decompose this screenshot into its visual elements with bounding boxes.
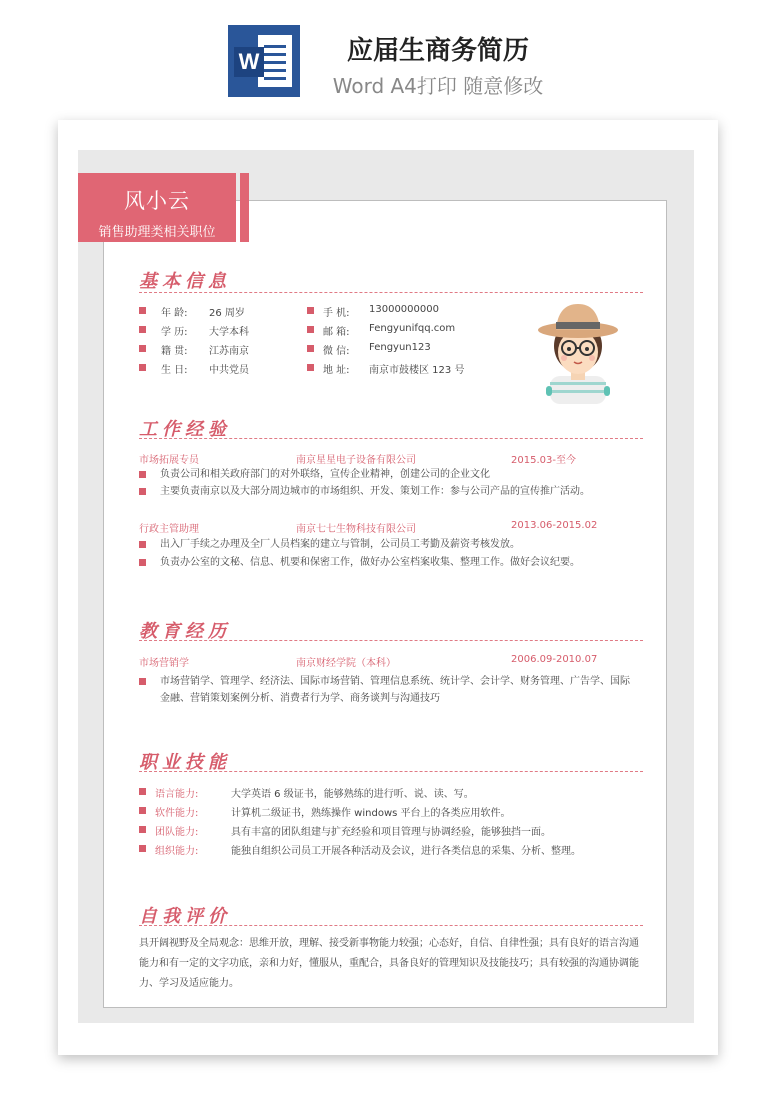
section-divider: [139, 292, 643, 293]
bullet-square: [139, 345, 146, 352]
section-title-basic: 基本信息: [139, 271, 231, 292]
job-company: 南京七七生物科技有限公司: [296, 524, 416, 535]
name-tag-accent: [240, 173, 249, 242]
bullet-square: [139, 845, 146, 852]
job-duty: 出入厂手续之办理及全厂人员档案的建立与管制，公司员工考勤及薪资考核发放。: [139, 536, 639, 553]
job-period: 2015.03-至今: [511, 455, 576, 466]
skill-software: 软件能力: 计算机二级证书，熟练操作 windows 平台上的各类应用软件。: [139, 804, 639, 818]
bullet-square: [139, 807, 146, 814]
bullet-square: [139, 788, 146, 795]
job-title: 行政主管助理: [139, 524, 199, 535]
edu-school: 南京财经学院（本科）: [296, 658, 396, 669]
section-divider: [139, 771, 643, 772]
section-title-skills: 职业技能: [139, 752, 231, 773]
bullet-square: [307, 364, 314, 371]
bullet-square: [139, 826, 146, 833]
candidate-name: 风小云: [124, 189, 190, 213]
bullet-square: [139, 678, 146, 685]
skill-language: 语言能力: 大学英语 6 级证书，能够熟练的进行听、说、读、写。: [139, 785, 639, 799]
info-address: 地 址: 南京市鼓楼区 123 号: [307, 361, 507, 375]
info-age: 年 龄: 26 周岁: [139, 304, 299, 318]
bullet-square: [139, 307, 146, 314]
skill-organization: 组织能力: 能独自组织公司员工开展各种活动及会议，进行各类信息的采集、分析、整理。: [139, 842, 639, 856]
word-logo-icon: [228, 25, 300, 97]
section-divider: [139, 925, 643, 926]
section-title-education: 教育经历: [139, 621, 231, 642]
bullet-square: [139, 364, 146, 371]
edu-period: 2006.09-2010.07: [511, 654, 598, 665]
section-divider: [139, 640, 643, 641]
job-company: 南京星星电子设备有限公司: [296, 455, 416, 466]
word-letter: W: [234, 47, 264, 77]
section-divider: [139, 438, 643, 439]
job-duty: 负责公司和相关政府部门的对外联络，宣传企业精神，创建公司的企业文化: [139, 466, 639, 483]
name-tag: [78, 173, 236, 242]
edu-major: 市场营销学: [139, 658, 189, 669]
bullet-square: [307, 326, 314, 333]
bullet-square: [139, 471, 146, 478]
top-banner: [0, 0, 774, 110]
bullet-square: [139, 326, 146, 333]
section-title-work: 工作经验: [139, 419, 231, 440]
job-duty: 负责办公室的文秘、信息、机要和保密工作，做好办公室档案收集、整理工作。做好会议纪要。: [139, 554, 639, 571]
info-origin: 籍 贯: 江苏南京: [139, 342, 299, 356]
job-title: 市场拓展专员: [139, 455, 199, 466]
skill-team: 团队能力: 具有丰富的团队组建与扩充经验和项目管理与协调经验，能够独挡一面。: [139, 823, 639, 837]
banner-subtitle: Word A4打印 随意修改: [332, 74, 544, 98]
bullet-square: [139, 488, 146, 495]
bullet-square: [139, 559, 146, 566]
info-email: 邮 箱: Fengyunifqq.com: [307, 323, 507, 337]
bullet-square: [307, 307, 314, 314]
banner-title: 应届生商务简历: [346, 36, 529, 66]
info-wechat: 微 信: Fengyun123: [307, 342, 507, 356]
candidate-position: 销售助理类相关职位: [98, 225, 216, 240]
info-phone: 手 机: 13000000000: [307, 304, 507, 318]
edu-courses: 市场营销学、管理学、经济法、国际市场营销、管理信息系统、统计学、会计学、财务管理、广告学、国际金融、营销策划案例分析、消费者行为学、商务谈判与沟通技巧: [139, 673, 639, 707]
self-evaluation-text: 具开阔视野及全局观念：思维开放，理解、接受新事物能力较强；心态好，自信、自律性强；具有良好的语言沟通能力和有一定的文字功底，亲和力好，懂服从，重配合，具备良好的管理知识及技能技巧；具有较强的沟通协调能力、学习及适应能力。: [139, 938, 639, 989]
info-birthday: 生 日: 中共党员: [139, 361, 299, 375]
bullet-square: [139, 541, 146, 548]
bullet-square: [307, 345, 314, 352]
resume-paper: [58, 120, 718, 1055]
job-period: 2013.06-2015.02: [511, 520, 598, 531]
job-duty: 主要负责南京以及大部分周边城市的市场组织、开发、策划工作：参与公司产品的宣传推广活动。: [139, 483, 639, 500]
info-education: 学 历: 大学本科: [139, 323, 299, 337]
avatar-illustration: [536, 296, 620, 404]
section-title-self: 自我评价: [139, 906, 231, 927]
